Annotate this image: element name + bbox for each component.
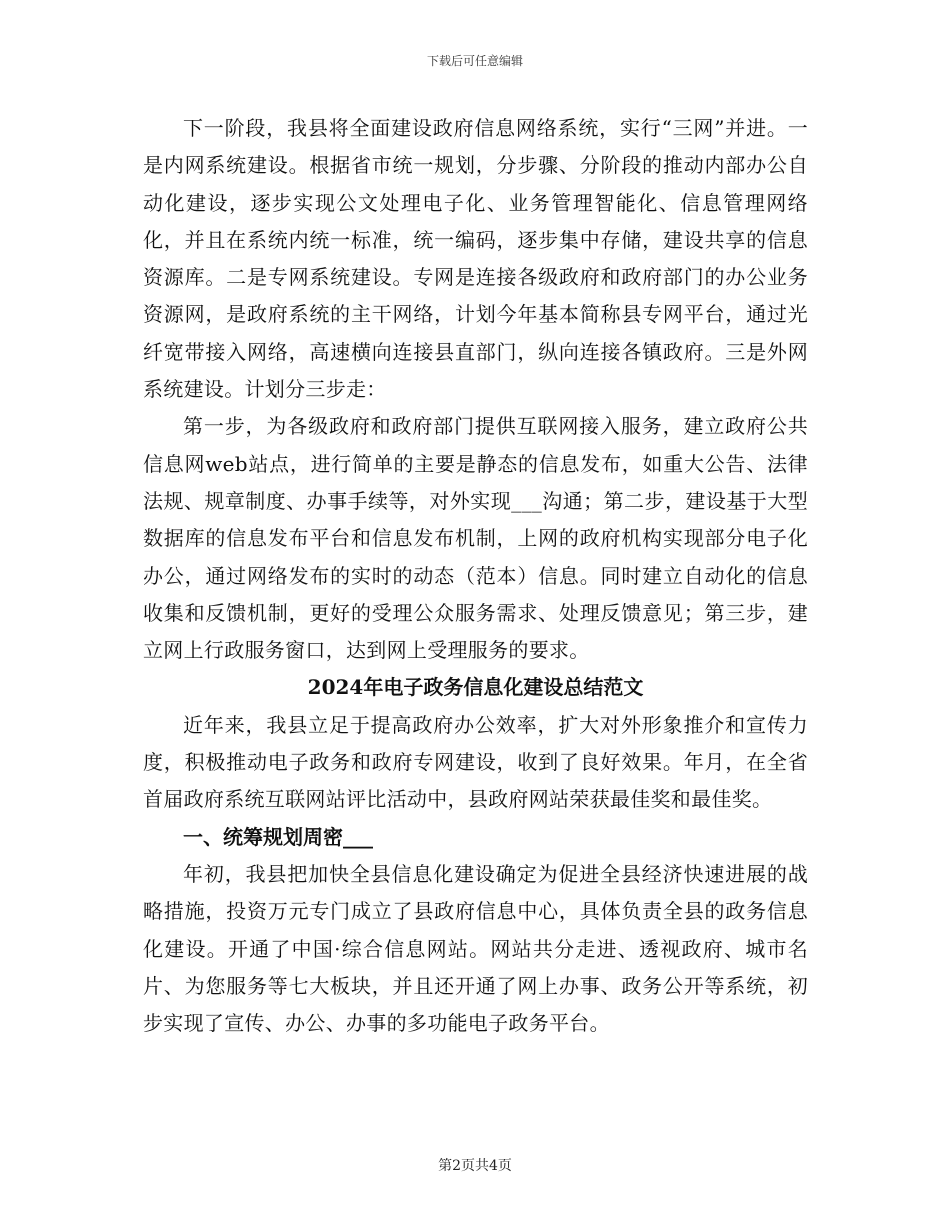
document-body <box>143 110 808 1042</box>
page-header: 下载后可任意编辑 <box>426 54 523 68</box>
paragraph-intro: 近年来，我县立足于提高政府办公效率，扩大对外形象推介和宣传力度，积极推动电子政务和政府专网建设，收到了良好效果。年月，在全省首届政府系统互联网站评比活动中，县政府网站荣获最佳奖和最佳奖。 <box>143 712 808 812</box>
paragraph-three-steps: 第一步，为各级政府和政府部门提供互联网接入服务，建立政府公共信息网web站点，进行简单的主要是静态的信息发布，如重大公告、法律法规、规章制度、办事手续等，对外实现___沟通；第二步，建设基于大型数据库的信息发布平台和信息发布机制，上网的政府机构实现部分电子化办公，通过网络发布的实时的动态（范本）信息。同时建立自动化的信息收集和反馈机制，更好的受理公众服务需求、处理反馈意见；第三步，建立网上行政服务窗口，达到网上受理服务的要求。 <box>143 414 808 663</box>
paragraph-section-body: 年初，我县把加快全县信息化建设确定为促进全县经济快速进展的战略措施，投资万元专门成立了县政府信息中心，具体负责全县的政务信息化建设。开通了中国·综合信息网站。网站共分走进、透视政府、城市名片、为您服务等七大板块，并且还开通了网上办事、政务公开等系统，初步实现了宣传、办公、办事的多功能电子政务平台。 <box>143 861 808 1036</box>
page-number: 第2页共4页 <box>438 1158 512 1174</box>
section-heading: 一、统筹规划周密___ <box>183 824 373 849</box>
paragraph-three-networks: 下一阶段，我县将全面建设政府信息网络系统，实行“三网”并进。一是内网系统建设。根据省市统一规划，分步骤、分阶段的推动内部办公自动化建设，逐步实现公文处理电子化、业务管理智能化、信息管理网络化，并且在系统内统一标准，统一编码，逐步集中存储，建设共享的信息资源库。二是专网系统建设。专网是连接各级政府和政府部门的办公业务资源网，是政府系统的主干网络，计划今年基本简称县专网平台，通过光纤宽带接入网络，高速横向连接县直部门，纵向连接各镇政府。三是外网系统建设。计划分三步走： <box>143 116 808 402</box>
document-title: 2024年电子政务信息化建设总结范文 <box>307 675 644 700</box>
